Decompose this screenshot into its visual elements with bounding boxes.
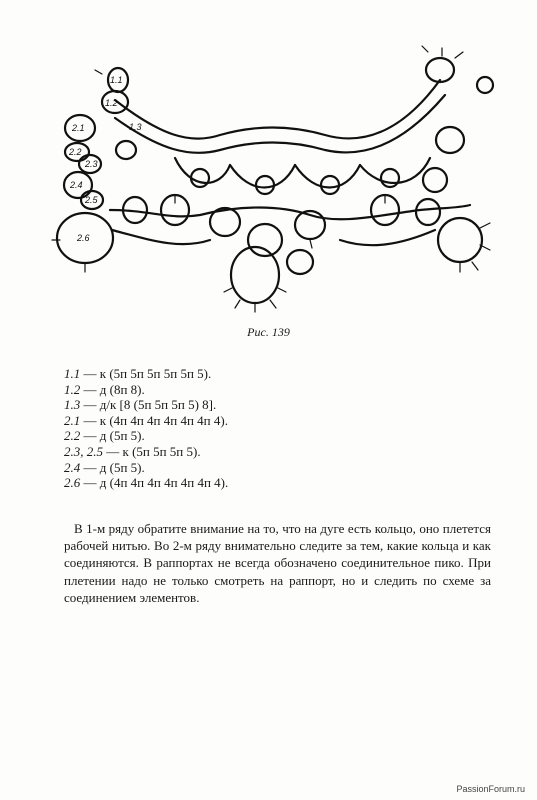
label-2-2: 2.2 bbox=[69, 147, 82, 157]
legend-row bbox=[64, 382, 228, 398]
legend-code: 1.1 bbox=[64, 366, 81, 381]
label-2-6: 2.6 bbox=[77, 233, 90, 243]
legend-code: 2.3, 2.5 bbox=[64, 443, 103, 459]
label-2-4: 2.4 bbox=[70, 180, 83, 190]
legend-row bbox=[64, 413, 228, 429]
legend-text: — д (5п 5). bbox=[80, 428, 145, 444]
legend-text: — д (5п 5). bbox=[80, 459, 145, 475]
figure-caption: Рис. 139 bbox=[247, 325, 290, 339]
label-1-3: 1.3 bbox=[129, 122, 142, 132]
instruction-paragraph: В 1-м ряду обратите внимание на то, что на дуге есть кольцо, оно плетется рабочей нитью. Во 2-м ряду внимательно следите за тем, какие кольца и как соединяются. В раппортах не всегда обозначено соединительное пико. При плетении надо не только смотреть на раппорт, но и следить по схеме за соединением элементов. bbox=[64, 521, 491, 605]
label-1-1: 1.1 bbox=[110, 75, 123, 85]
legend-code: 2.6 bbox=[64, 475, 81, 491]
legend-row bbox=[64, 444, 228, 460]
watermark: PassionForum.ru bbox=[456, 784, 525, 794]
legend-text: — к (5п 5п 5п 5). bbox=[103, 443, 201, 459]
legend-row bbox=[64, 428, 228, 444]
label-2-3: 2.3 bbox=[85, 159, 98, 169]
legend-text: — д (4п 4п 4п 4п 4п 4п 4). bbox=[80, 475, 229, 491]
tatting-diagram bbox=[40, 40, 510, 320]
legend-code: 2.4 bbox=[64, 459, 81, 475]
label-2-1: 2.1 bbox=[72, 123, 85, 133]
legend-text: — к (5п 5п 5п 5п 5п 5). bbox=[80, 366, 212, 381]
label-2-5: 2.5 bbox=[85, 195, 98, 205]
legend-code: 1.2 bbox=[64, 381, 81, 397]
legend-code: 1.3 bbox=[64, 397, 81, 413]
legend-row bbox=[64, 366, 228, 382]
legend-row bbox=[64, 397, 228, 413]
legend-text: — д (8п 8). bbox=[80, 381, 145, 397]
legend-code: 2.1 bbox=[64, 412, 81, 428]
legend-row bbox=[64, 460, 228, 476]
label-1-2: 1.2 bbox=[105, 98, 118, 108]
element-legend bbox=[64, 366, 228, 491]
legend-text: — к (4п 4п 4п 4п 4п 4п 4). bbox=[80, 412, 228, 428]
legend-code: 2.2 bbox=[64, 428, 81, 444]
legend-row bbox=[64, 475, 228, 491]
legend-text: — д/к [8 (5п 5п 5п 5) 8]. bbox=[80, 397, 217, 413]
